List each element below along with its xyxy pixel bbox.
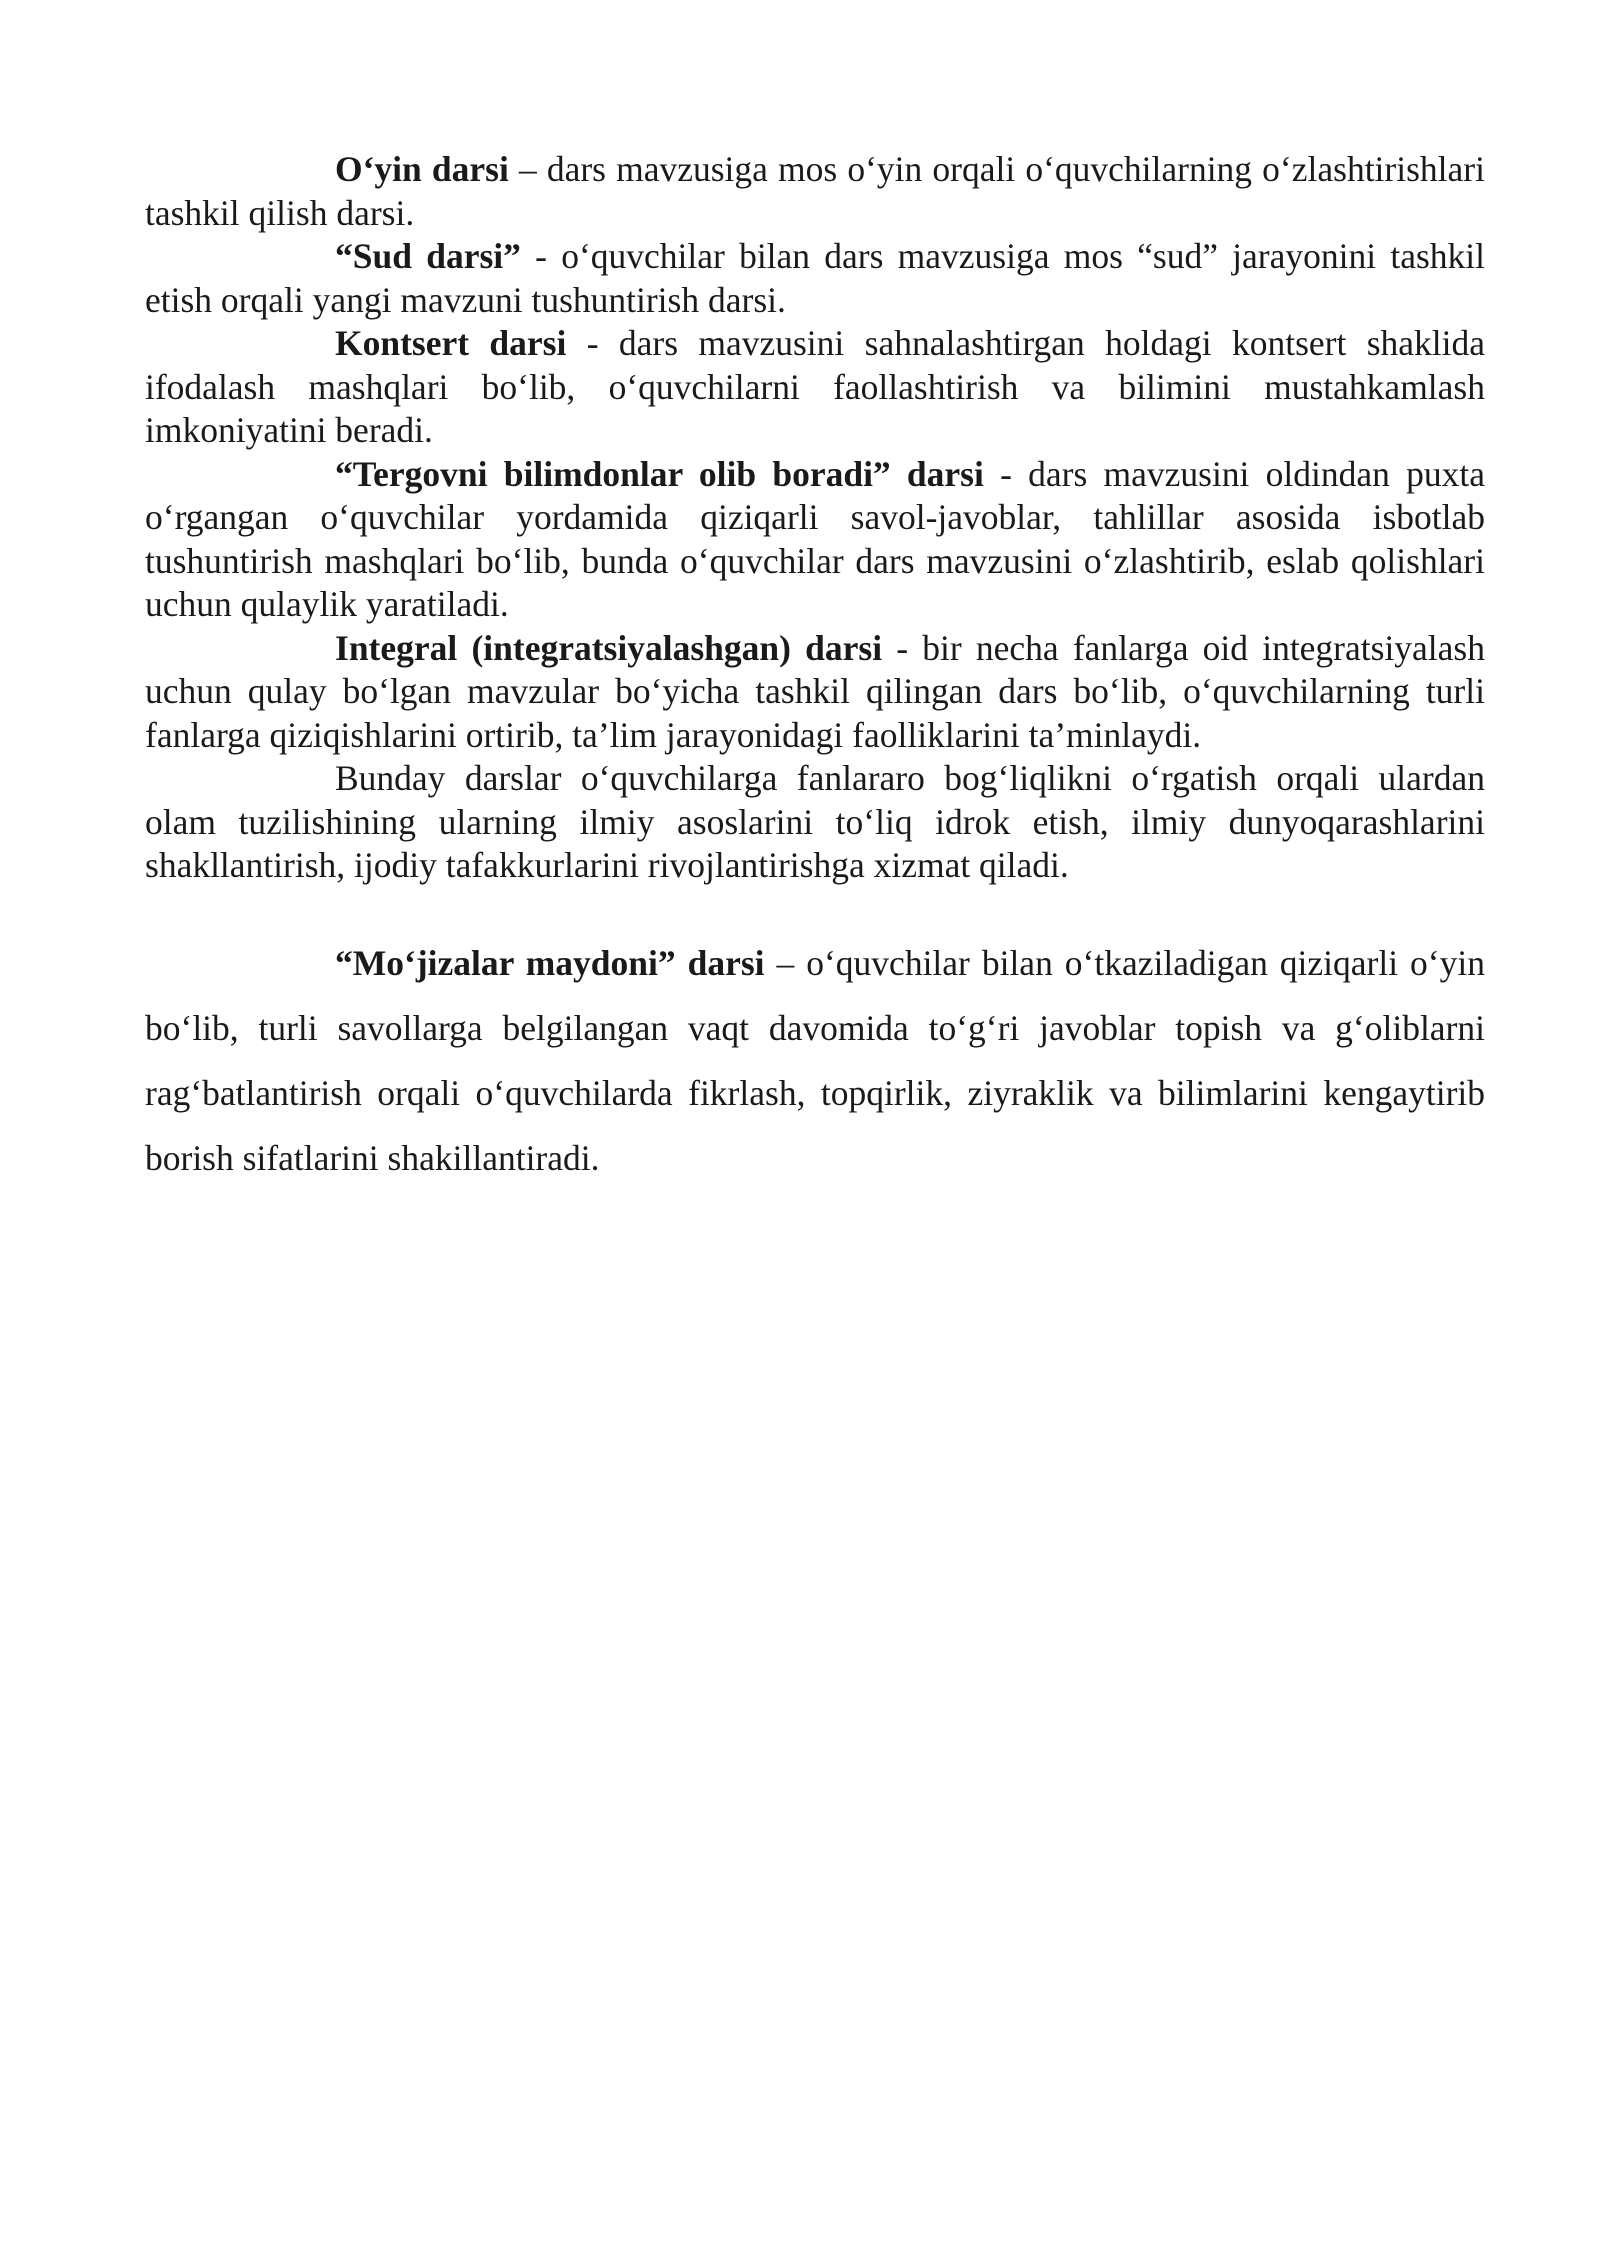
definition-oyin-darsi: – dars mavzusiga mos o‘yin orqali o‘quvchilarning o‘zlashtirishlari tashkil qilish darsi.	[145, 149, 1485, 233]
term-kontsert-darsi: Kontsert darsi	[335, 323, 567, 363]
term-tergovni-darsi: “Tergovni bilimdonlar olib boradi” darsi	[335, 453, 984, 494]
definition-kontsert-darsi: - dars mavzusini sahnalashtirgan holdagi kontsert shaklida ifodalash mashqlari bo‘lib, o‘quvchilarni faollashtirish va bilimini mustahkamlash imkoniyatini beradi.	[145, 323, 1485, 450]
definition-sud-darsi: - o‘quvchilar bilan dars mavzusiga mos “sud” jarayonini tashkil etish orqali yangi mavzuni tushuntirish darsi.	[145, 236, 1485, 320]
term-oyin-darsi: O‘yin darsi	[335, 149, 509, 189]
paragraph-tergovni-darsi	[145, 453, 1485, 627]
paragraph-spacer	[145, 888, 1485, 932]
term-sud-darsi: “Sud darsi”	[335, 236, 521, 276]
paragraph-oyin-darsi	[145, 148, 1485, 235]
paragraph-bunday-darslar	[145, 757, 1485, 888]
term-integral-darsi: Integral (integratsiyalashgan) darsi	[335, 627, 883, 668]
document-page	[145, 148, 1485, 1191]
term-mojizalar-darsi: “Mo‘jizalar maydoni” darsi	[335, 943, 765, 983]
paragraph-kontsert-darsi	[145, 322, 1485, 453]
paragraph-integral-darsi	[145, 627, 1485, 758]
paragraph-sud-darsi	[145, 235, 1485, 322]
body-text-bunday-darslar: Bunday darslar o‘quvchilarga fanlararo bog‘liqlikni o‘rgatish orqali ulardan olam tuzilishining ularning ilmiy asoslarini to‘liq idrok etish, ilmiy dunyoqarashlarini shakllantirish, ijodiy tafakkurlarini rivojlantirishga xizmat qiladi.	[145, 758, 1485, 885]
definition-tergovni-darsi: - dars mavzusini oldindan puxta o‘rgangan o‘quvchilar yordamida qiziqarli savol-javoblar, tahlillar asosida isbotlab tushuntirish mashqlari bo‘lib, bunda o‘quvchilar dars mavzusini o‘zlashtirib, eslab qolishlari uchun qulaylik yaratiladi.	[145, 453, 1485, 624]
definition-integral-darsi: - bir necha fanlarga oid integratsiyalash uchun qulay bo‘lgan mavzular bo‘yicha tashkil qilingan dars bo‘lib, o‘quvchilarning turli fanlarga qiziqishlarini ortirib, ta’lim jarayonidagi faolliklarini ta’minlaydi.	[145, 627, 1485, 755]
paragraph-mojizalar-darsi	[145, 931, 1485, 1191]
definition-mojizalar-darsi: – o‘quvchilar bilan o‘tkaziladigan qiziqarli o‘yin bo‘lib, turli savollarga belgilangan vaqt davomida to‘g‘ri javoblar topish va g‘oliblarni rag‘batlantirish orqali o‘quvchilarda fikrlash, topqirlik, ziyraklik va bilimlarini kengaytirib borish sifatlarini shakillantiradi.	[145, 943, 1485, 1178]
